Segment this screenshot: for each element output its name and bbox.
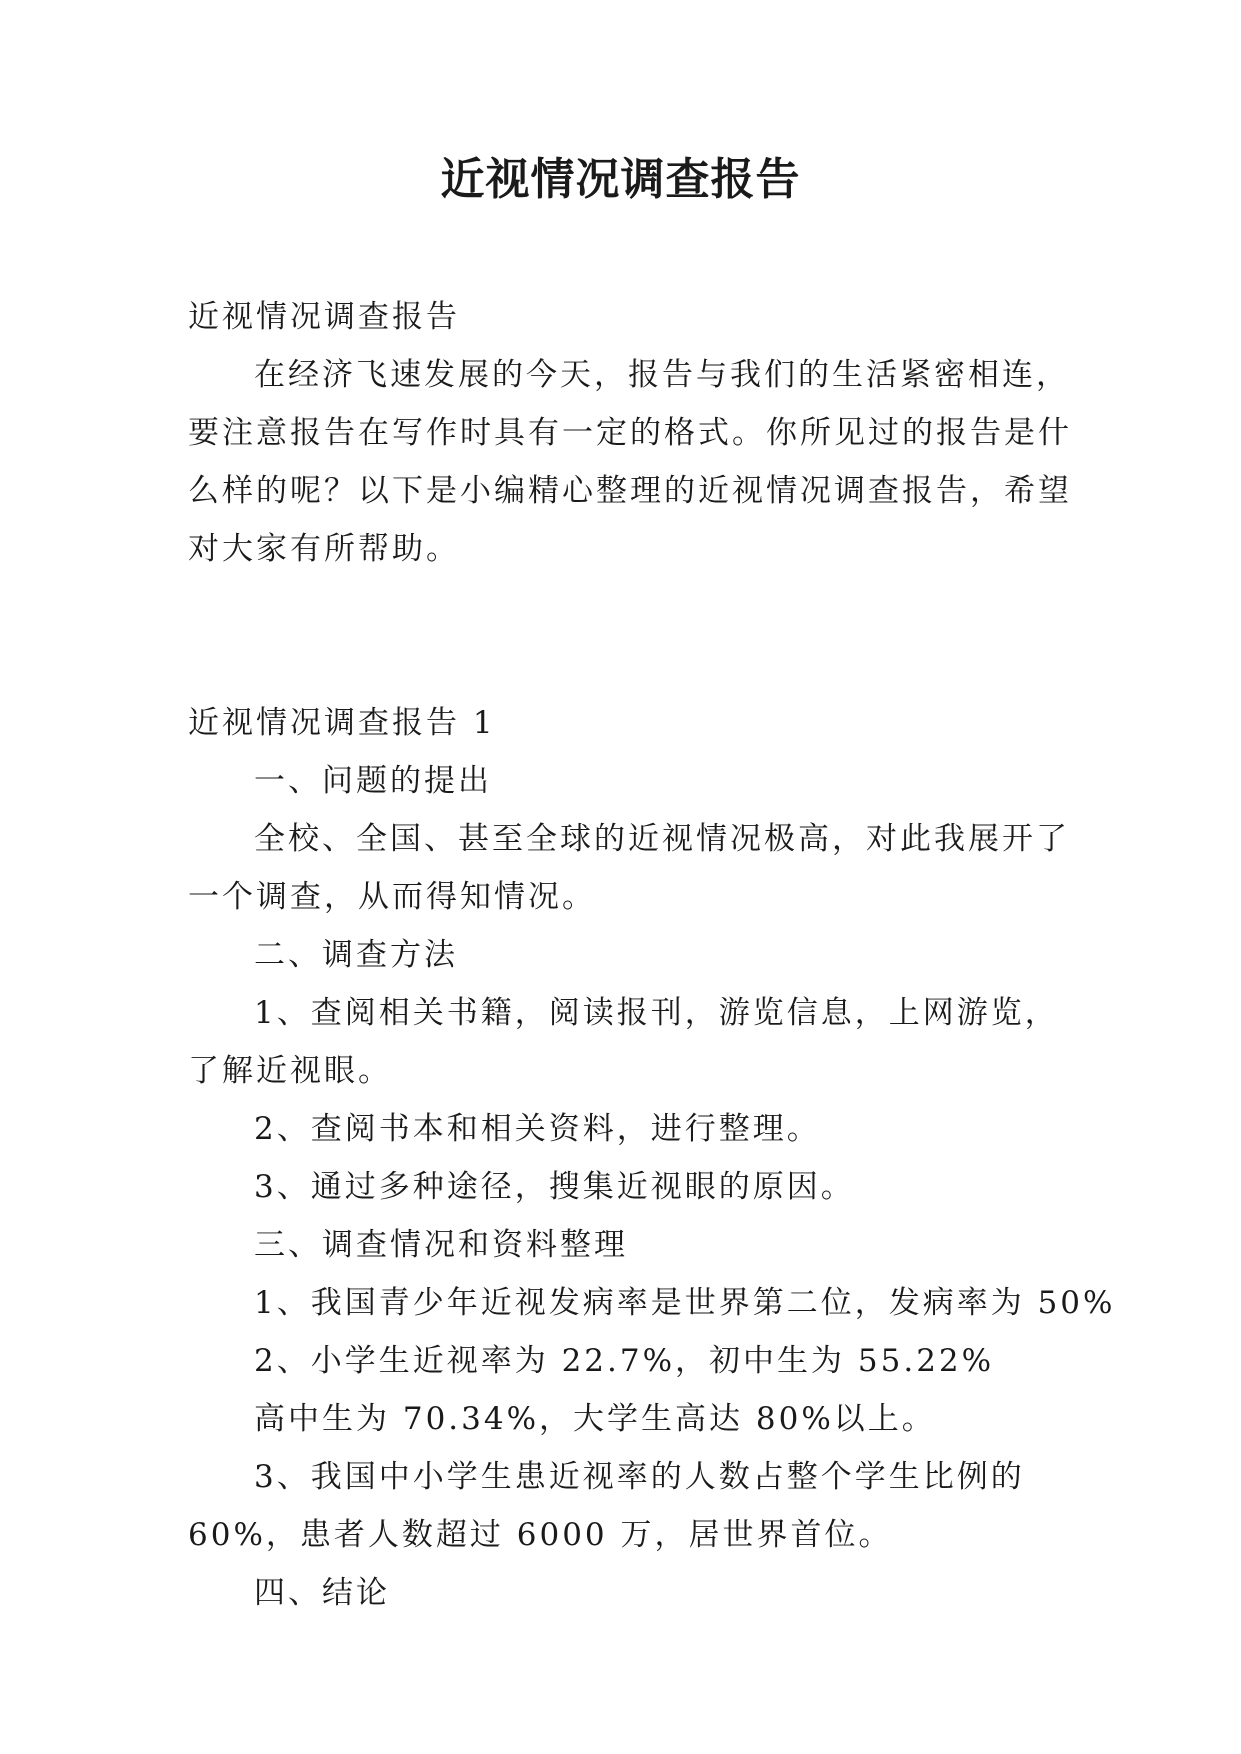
list-item: 3、通过多种途径，搜集近视眼的原因。 (254, 1169, 855, 1205)
section-title: 三、调查情况和资料整理 (254, 1227, 628, 1263)
paragraph-line: 一个调查，从而得知情况。 (188, 879, 596, 915)
report-heading: 近视情况调查报告 1 (188, 705, 496, 741)
list-item: 3、我国中小学生患近视率的人数占整个学生比例的 (254, 1459, 1025, 1495)
list-item: 1、查阅相关书籍，阅读报刊，游览信息，上网游览， (254, 995, 1059, 1031)
list-item-continuation: 高中生为 70.34%，大学生高达 80%以上。 (254, 1401, 936, 1437)
section-title: 一、问题的提出 (254, 763, 492, 799)
list-item: 2、查阅书本和相关资料，进行整理。 (254, 1111, 821, 1147)
intro-paragraph-line: 么样的呢？以下是小编精心整理的近视情况调查报告，希望 (188, 473, 1072, 509)
section-spacer (188, 578, 1068, 694)
section-title: 二、调查方法 (254, 937, 458, 973)
list-item-continuation: 了解近视眼。 (188, 1053, 392, 1089)
document-title: 近视情况调查报告 (440, 154, 801, 205)
paragraph-line: 全校、全国、甚至全球的近视情况极高，对此我展开了 (254, 821, 1070, 857)
intro-paragraph-line: 在经济飞速发展的今天，报告与我们的生活紧密相连， (254, 357, 1070, 393)
document-body (188, 288, 1116, 1622)
list-item-continuation: 60%，患者人数超过 6000 万，居世界首位。 (188, 1517, 893, 1553)
intro-heading: 近视情况调查报告 (188, 299, 460, 335)
list-item: 2、小学生近视率为 22.7%，初中生为 55.22% (254, 1343, 995, 1379)
section-title: 四、结论 (254, 1575, 390, 1611)
list-item: 1、我国青少年近视发病率是世界第二位，发病率为 50% (254, 1285, 1116, 1321)
intro-paragraph-line: 要注意报告在写作时具有一定的格式。你所见过的报告是什 (188, 415, 1072, 451)
intro-paragraph-line: 对大家有所帮助。 (188, 531, 460, 567)
